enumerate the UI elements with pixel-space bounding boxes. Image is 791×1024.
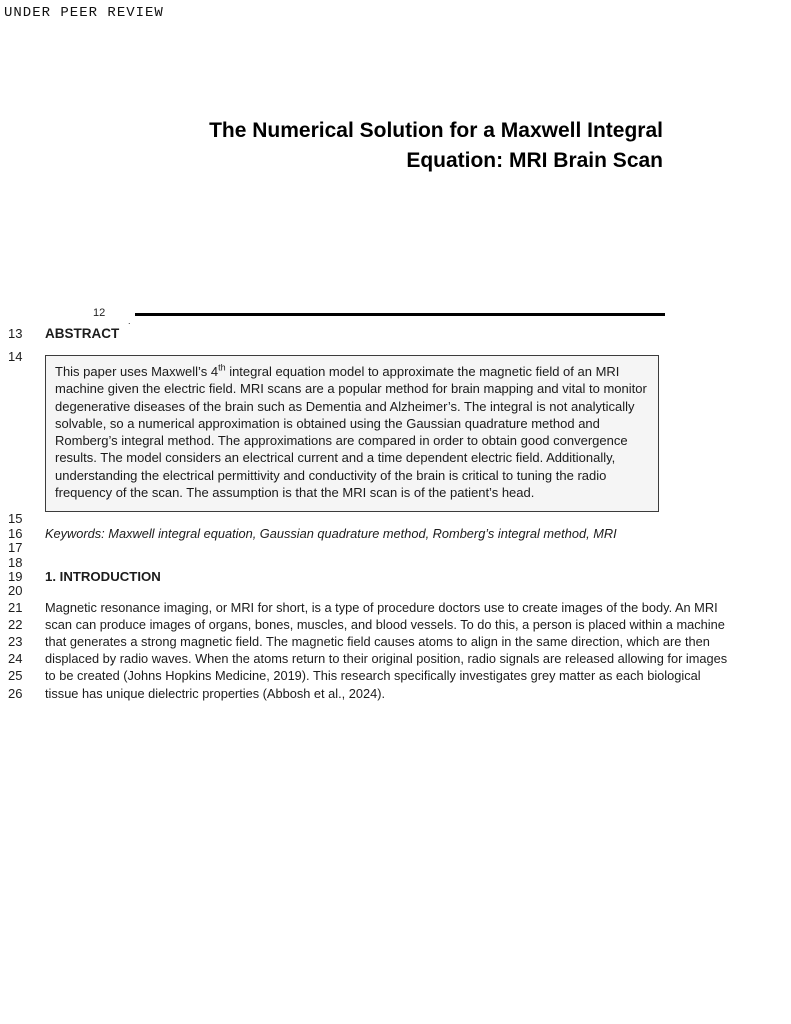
page-title-line2: Equation: MRI Brain Scan bbox=[406, 149, 663, 172]
abstract-text-part2: integral equation model to approximate the magnetic field of an MRI machine given the electric field. MRI scans are a popular method for brain mapping and vital to monitor degenerative diseases of the brain such as Dementia and Alzheimer’s. The integral is not analytically solvable, so a numerical approximation is obtained using the Gaussian quadrature method and Romberg’s integral method. The approximations are compared in order to obtain good convergence results. The model considers an electrical current and a time dependent electric field. Additionally, understanding the electrical permittivity and conductivity of the brain is critical to tuning the radio frequency of the scan. The assumption is that the MRI scan is of the patient’s head. bbox=[55, 364, 647, 501]
line-row-20 bbox=[8, 584, 791, 598]
line-row-18 bbox=[8, 556, 791, 570]
intro-paragraph-line: scan can produce images of organs, bones, muscles, and blood vessels. To do this, a person is placed within a machine bbox=[45, 616, 725, 632]
line-number: 16 bbox=[8, 525, 23, 541]
abstract-heading: ABSTRACT bbox=[45, 326, 120, 341]
abstract-superscript: th bbox=[218, 362, 226, 373]
line-row-16 bbox=[8, 527, 791, 541]
line-number: 25 bbox=[8, 668, 23, 684]
abstract-box bbox=[45, 355, 659, 512]
line-number: 22 bbox=[8, 616, 23, 632]
line-row-19 bbox=[8, 570, 791, 584]
line-number: 18 bbox=[8, 554, 23, 570]
line-number: 26 bbox=[8, 685, 23, 701]
peer-review-watermark: UNDER PEER REVIEW bbox=[4, 5, 164, 21]
line-number-12: 12 bbox=[93, 307, 106, 319]
line-row-15 bbox=[8, 512, 791, 526]
line-number: 19 bbox=[8, 568, 23, 584]
line-row-24 bbox=[8, 650, 791, 667]
page-title-line1: The Numerical Solution for a Maxwell Integral bbox=[209, 119, 663, 142]
line-number: 13 bbox=[8, 326, 23, 341]
page-title bbox=[209, 116, 663, 176]
intro-paragraph-line: that generates a strong magnetic field. The magnetic field causes atoms to align in the same direction, which are then bbox=[45, 634, 710, 650]
introduction-heading: 1. INTRODUCTION bbox=[45, 568, 161, 584]
line-number: 20 bbox=[8, 583, 23, 599]
line-number: 17 bbox=[8, 540, 23, 556]
line-row-21 bbox=[8, 599, 791, 616]
line-number: 21 bbox=[8, 599, 23, 615]
abstract-text-part1: This paper uses Maxwell’s 4 bbox=[55, 364, 219, 379]
line-row-25 bbox=[8, 667, 791, 684]
document-body bbox=[8, 325, 791, 702]
line-row-23 bbox=[8, 633, 791, 650]
line-row-14 bbox=[8, 350, 791, 512]
intro-paragraph-line: displaced by radio waves. When the atoms return to their original position, radio signals are released allowing for images bbox=[45, 651, 728, 667]
line-row-13 bbox=[8, 325, 791, 350]
keywords-line: Keywords: Maxwell integral equation, Gaussian quadrature method, Romberg’s integral method, MRI bbox=[45, 525, 617, 541]
line-number: 23 bbox=[8, 634, 23, 650]
intro-paragraph-line: tissue has unique dielectric properties (Abbosh et al., 2024). bbox=[45, 685, 386, 701]
intro-paragraph-line: Magnetic resonance imaging, or MRI for short, is a type of procedure doctors use to create images of the body. An MRI bbox=[45, 599, 718, 615]
rule-dot: . bbox=[128, 316, 131, 326]
line-number: 15 bbox=[8, 511, 23, 527]
line-row-17 bbox=[8, 541, 791, 555]
line-row-22 bbox=[8, 616, 791, 633]
horizontal-rule bbox=[135, 313, 665, 316]
line-number: 24 bbox=[8, 651, 23, 667]
line-row-26 bbox=[8, 685, 791, 702]
line-number: 14 bbox=[8, 349, 23, 364]
intro-paragraph-line: to be created (Johns Hopkins Medicine, 2019). This research specifically investigates grey matter as each biological bbox=[45, 668, 701, 684]
